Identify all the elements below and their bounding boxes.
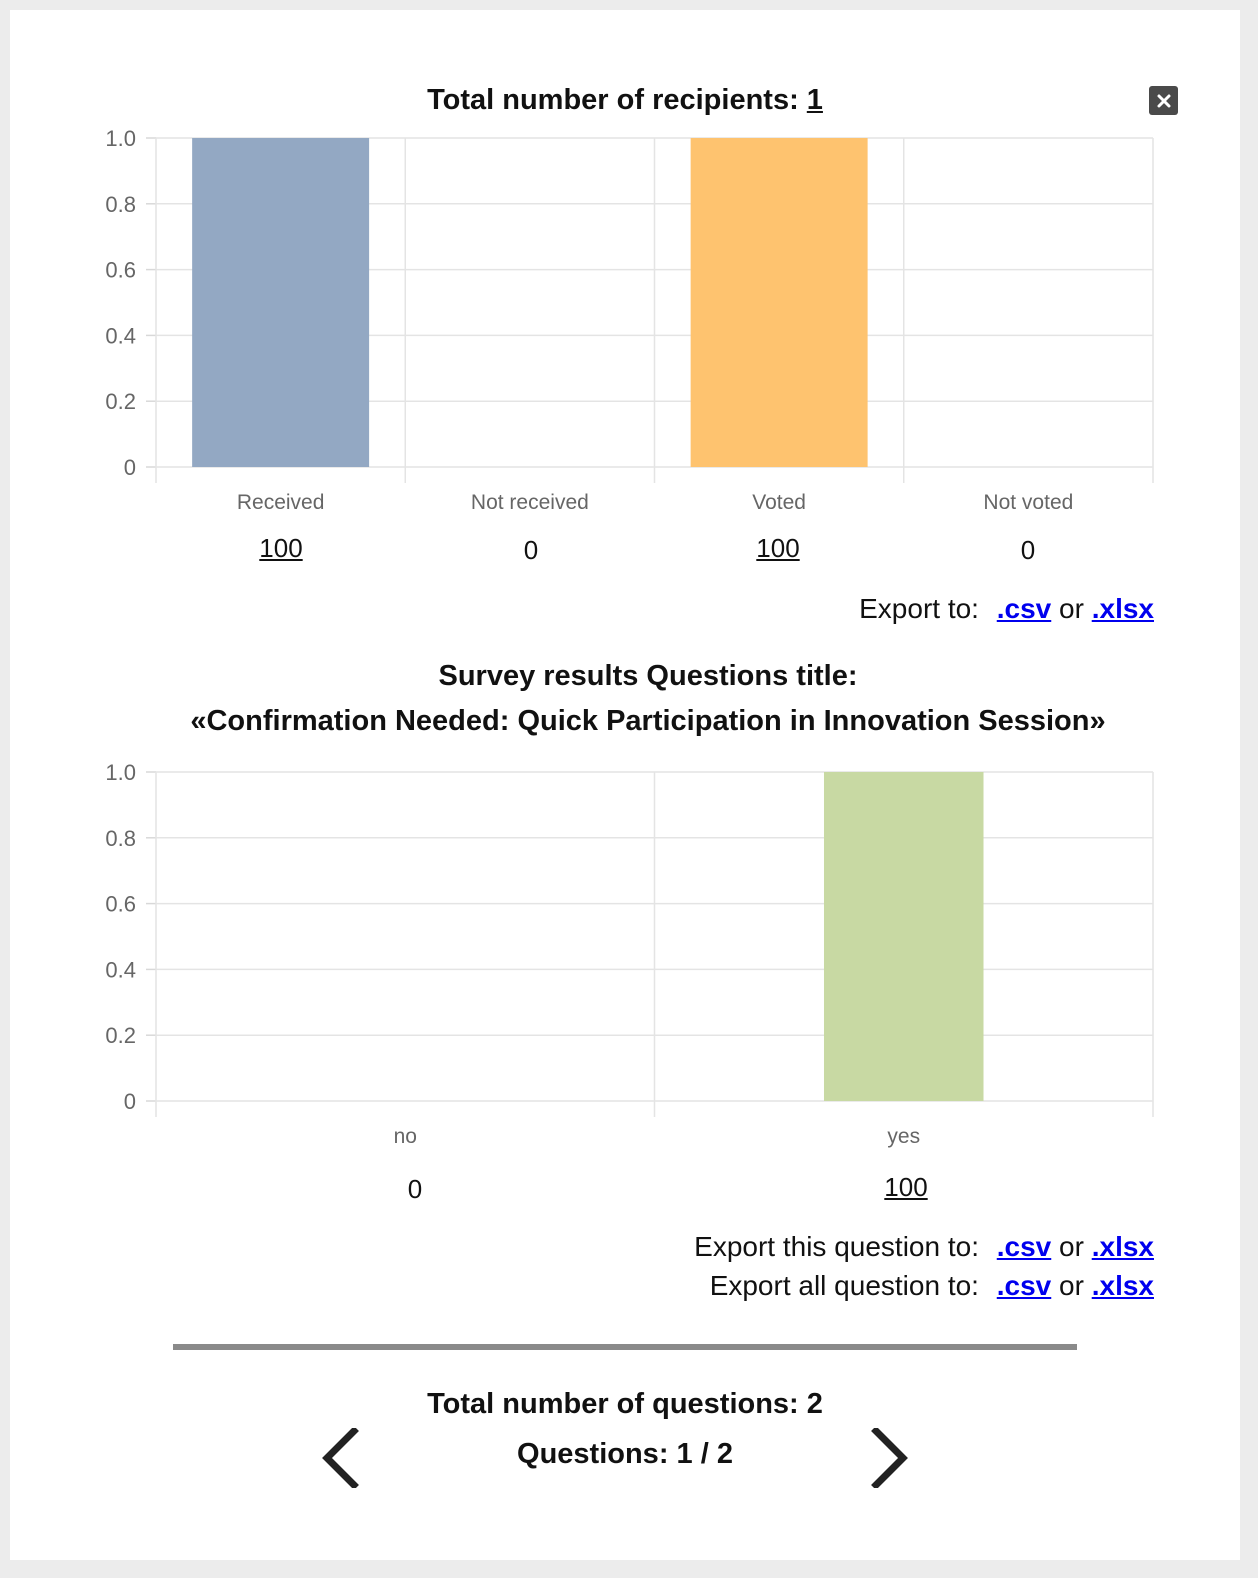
not-voted-count: 0 — [1020, 535, 1036, 565]
bar-yes — [824, 772, 984, 1101]
not-received-count: 0 — [523, 535, 539, 565]
y-tick-label: 0 — [123, 1089, 136, 1114]
y-tick-label: 0.4 — [105, 323, 136, 349]
export-xlsx-link[interactable]: .xlsx — [1091, 593, 1154, 624]
export-all-or: or — [1059, 1270, 1084, 1301]
y-tick-label: 0.8 — [105, 191, 136, 217]
export-label: Export to: — [859, 593, 979, 624]
survey-question-title: «Confirmation Needed: Quick Participation in Innovation Session» — [190, 705, 1106, 737]
y-tick-label: 0.8 — [105, 825, 136, 851]
bar-received — [192, 138, 369, 467]
y-tick-label: 0.2 — [105, 389, 136, 415]
y-tick-label: 0.6 — [105, 257, 136, 283]
y-tick-label: 0 — [123, 455, 136, 480]
recipients-total-link[interactable]: 1 — [806, 84, 823, 116]
export-question-or: or — [1059, 1231, 1084, 1262]
voted-count-link[interactable]: 100 — [756, 533, 800, 563]
export-recipients-row — [859, 593, 1154, 625]
export-or: or — [1059, 593, 1084, 624]
total-questions-label: Total number of questions: 2 — [427, 1388, 823, 1420]
recipients-title — [0, 84, 1250, 117]
answer-yes-count-link[interactable]: 100 — [884, 1172, 928, 1202]
question-counter: Questions: 1 / 2 — [517, 1438, 733, 1470]
received-count-link[interactable]: 100 — [259, 533, 303, 563]
chevron-right-icon — [868, 1428, 912, 1488]
export-question-xlsx-link[interactable]: .xlsx — [1091, 1231, 1154, 1262]
export-question-csv-link[interactable]: .csv — [996, 1231, 1052, 1262]
recipients-chart — [0, 120, 1258, 530]
export-all-xlsx-link[interactable]: .xlsx — [1091, 1270, 1154, 1301]
x-tick-label: Not received — [470, 491, 589, 514]
survey-title: Survey results Questions title: — [438, 660, 858, 692]
close-icon — [1156, 93, 1172, 109]
x-tick-label: Not voted — [983, 491, 1074, 514]
export-csv-link[interactable]: .csv — [996, 593, 1052, 624]
x-tick-label: Received — [236, 491, 325, 514]
y-tick-label: 0.4 — [105, 957, 136, 983]
export-all-row — [710, 1270, 1154, 1302]
export-question-label: Export this question to: — [694, 1231, 979, 1262]
x-tick-label: yes — [887, 1125, 921, 1148]
prev-question-button[interactable] — [318, 1428, 362, 1493]
bar-voted — [691, 138, 868, 467]
export-all-label: Export all question to: — [709, 1270, 979, 1301]
y-tick-label: 1.0 — [105, 126, 136, 151]
chevron-left-icon — [318, 1428, 362, 1488]
section-divider — [173, 1344, 1077, 1350]
export-all-csv-link[interactable]: .csv — [996, 1270, 1052, 1301]
x-tick-label: Voted — [752, 491, 806, 514]
y-tick-label: 1.0 — [105, 760, 136, 785]
answer-no-count: 0 — [407, 1174, 423, 1204]
answers-chart — [0, 754, 1258, 1164]
y-tick-label: 0.6 — [105, 891, 136, 917]
x-tick-label: no — [393, 1125, 417, 1148]
y-tick-label: 0.2 — [105, 1023, 136, 1049]
export-question-row — [694, 1231, 1154, 1263]
recipients-title-label: Total number of recipients: — [427, 84, 799, 116]
close-button[interactable] — [1149, 86, 1178, 115]
next-question-button[interactable] — [868, 1428, 912, 1493]
